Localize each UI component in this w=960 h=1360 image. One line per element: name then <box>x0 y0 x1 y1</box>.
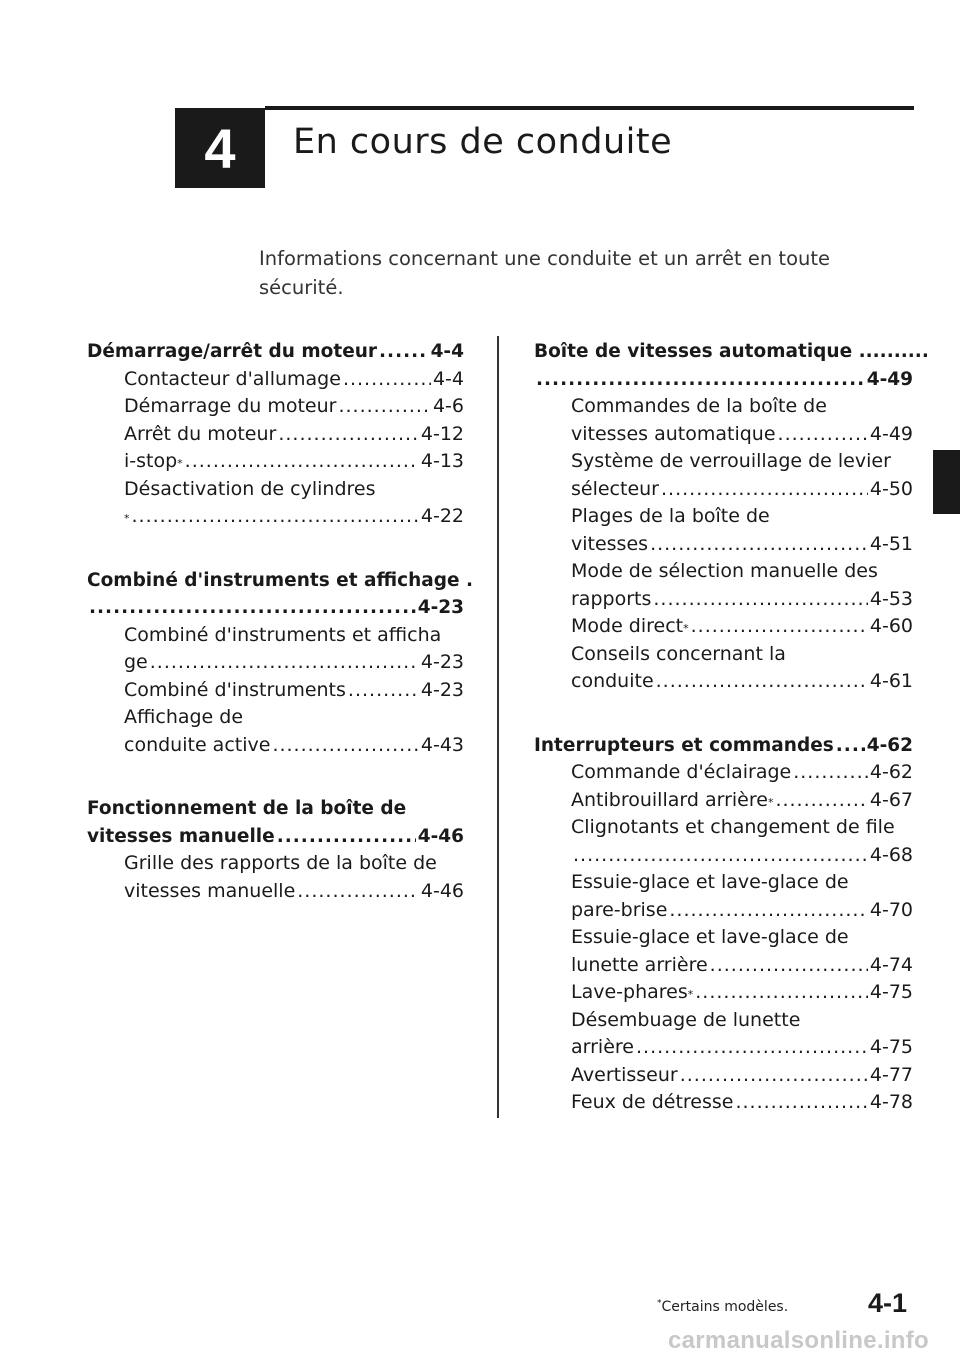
dot-leader <box>691 613 868 641</box>
section-heading-line <box>534 732 913 760</box>
toc-entry-line <box>87 850 464 878</box>
entry-title: Contacteur d'allumage <box>124 367 341 390</box>
entry-title: Arrêt du moteur <box>124 422 277 445</box>
section-title: Interrupteurs et commandes <box>534 734 834 756</box>
toc-entry-line <box>534 448 913 476</box>
dot-leader <box>656 668 868 696</box>
section-title: Démarrage/arrêt du moteur <box>87 341 378 362</box>
toc-entry-line <box>534 558 913 586</box>
toc-entry-line <box>534 641 913 669</box>
toc-entry-line <box>534 421 913 449</box>
page-ref: 4-22 <box>420 505 464 527</box>
column-divider <box>497 336 499 1118</box>
page-number: 4-1 <box>868 1288 908 1318</box>
section-heading-line <box>87 823 464 851</box>
entry-title: Mode direct <box>571 615 684 637</box>
dot-leader <box>735 1089 867 1117</box>
toc-section <box>87 567 473 760</box>
toc-entry-line <box>534 814 913 842</box>
toc-entry-line <box>534 1062 913 1090</box>
section-heading-line <box>87 795 464 823</box>
page-ref: 4-62 <box>866 734 913 756</box>
page-ref: 4-49 <box>866 368 913 390</box>
toc-entry-line <box>87 393 464 421</box>
page-ref: 4-61 <box>869 670 913 692</box>
dot-leader <box>695 979 868 1007</box>
dot-leader <box>185 448 419 476</box>
section-heading-line <box>87 594 464 622</box>
entry-title: ge <box>124 651 148 673</box>
entry-title: Désactivation de cylindres <box>124 477 376 500</box>
entry-title: Commande d'éclairage <box>571 761 792 783</box>
toc-entry-line <box>87 366 464 394</box>
entry-title: Mode de sélection manuelle des <box>571 560 878 582</box>
dot-leader <box>680 1062 868 1090</box>
chapter-number-box <box>175 108 265 188</box>
entry-title: Désembuage de lunette <box>571 1008 801 1031</box>
page-ref: 4-46 <box>417 825 464 847</box>
entry-title: conduite active <box>124 733 271 756</box>
page-ref: 4-67 <box>869 788 913 811</box>
title-rule <box>265 106 914 110</box>
page-ref: 4-75 <box>869 1036 913 1058</box>
page-ref: 4-6 <box>432 395 464 417</box>
page-ref: 4-78 <box>869 1091 913 1113</box>
dot-leader <box>348 677 419 705</box>
page-ref: 4-43 <box>420 733 464 756</box>
page-ref: 4-75 <box>869 981 913 1003</box>
toc-entry-line <box>534 897 913 925</box>
dot-leader <box>272 732 418 760</box>
entry-title: Conseils concernant la <box>571 642 786 665</box>
entry-title: Démarrage du moteur <box>124 395 337 417</box>
page-ref: 4-77 <box>869 1063 913 1086</box>
entry-title: arrière <box>571 1036 634 1058</box>
entry-title: Plages de la boîte de <box>571 505 770 527</box>
entry-title: i-stop <box>124 450 178 472</box>
page-ref: 4-4 <box>430 341 464 362</box>
toc-entry-line <box>534 503 913 531</box>
entry-title: Combiné d'instruments et afficha <box>124 623 442 646</box>
page-ref: 4-50 <box>869 477 913 500</box>
dot-leader <box>573 842 868 870</box>
toc-entry-line <box>534 759 913 787</box>
page-ref: 4-46 <box>420 879 464 902</box>
dot-leader <box>338 393 430 421</box>
entry-title: conduite <box>571 670 654 692</box>
toc-entry-line <box>87 732 464 760</box>
toc-entry-line <box>534 952 913 980</box>
dot-leader <box>778 421 868 449</box>
toc-entry-line <box>87 476 464 504</box>
page-ref: 4-49 <box>869 422 913 445</box>
dot-leader <box>793 759 868 787</box>
dot-leader <box>650 531 868 559</box>
toc-entry-line <box>87 421 464 449</box>
toc-right-column <box>534 338 929 1153</box>
dot-leader <box>132 503 419 531</box>
toc-section <box>87 338 464 531</box>
dot-leader <box>836 732 865 760</box>
page-ref: 4-60 <box>869 615 913 637</box>
entry-title: Grille des rapports de la boîte de <box>124 852 437 874</box>
entry-title: Combiné d'instruments <box>124 678 346 701</box>
section-title: Combiné d'instruments et affichage . <box>87 569 473 591</box>
dot-leader <box>150 649 419 677</box>
dot-leader <box>669 897 867 925</box>
entry-title: Clignotants et changement de file <box>571 816 895 838</box>
section-title: vitesses manuelle <box>87 825 275 847</box>
toc-entry-line <box>534 393 913 421</box>
dot-leader <box>379 338 429 366</box>
toc-entry-line <box>534 842 913 870</box>
entry-title: Lave-phares <box>571 981 688 1003</box>
chapter-intro: Informations concernant une conduite et un arrêt en toute sécurité. <box>259 247 831 299</box>
entry-title: vitesses manuelle <box>124 879 296 902</box>
toc-entry-line <box>534 1089 913 1117</box>
page-ref: 4-68 <box>869 843 913 866</box>
toc-entry-line <box>534 586 913 614</box>
dot-leader <box>536 366 865 394</box>
toc-entry-line <box>534 1034 913 1062</box>
chapter-title: En cours de conduite <box>293 122 673 162</box>
chapter-side-tab <box>933 450 960 514</box>
section-heading-line <box>534 366 913 394</box>
entry-title: Système de verrouillage de levier <box>571 450 891 472</box>
toc-entry-line <box>534 531 913 559</box>
section-title: Fonctionnement de la boîte de <box>87 798 407 819</box>
entry-title: vitesses <box>571 532 649 555</box>
page-ref: 4-23 <box>420 651 464 673</box>
section-heading-line <box>87 567 473 595</box>
section-title: Boîte de vitesses automatique .......... <box>534 341 929 362</box>
footer-asterisk: * <box>657 1298 662 1309</box>
page-ref: 4-4 <box>432 367 464 390</box>
entry-title: Avertisseur <box>571 1063 678 1086</box>
entry-title: Commandes de la boîte de <box>571 395 827 417</box>
toc-entry-line <box>534 869 913 897</box>
entry-title: Essuie-glace et lave-glace de <box>571 926 849 948</box>
dot-leader <box>297 878 419 906</box>
toc-entry-line <box>87 649 464 677</box>
entry-title: rapports <box>571 587 652 610</box>
page-ref: 4-51 <box>869 532 913 555</box>
entry-title: Antibrouillard arrière <box>571 788 768 811</box>
entry-title: sélecteur <box>571 477 659 500</box>
footer-note <box>657 1299 788 1315</box>
toc-section <box>87 795 464 905</box>
dot-leader <box>277 823 416 851</box>
dot-leader <box>278 421 419 449</box>
page-ref: 4-12 <box>420 422 464 445</box>
page-ref: 4-62 <box>869 761 913 783</box>
toc-entry-line <box>87 878 464 906</box>
toc-entry-line: Lave-phares * ..... 4-75 <box>534 979 913 1007</box>
entry-title: Affichage de <box>124 706 244 728</box>
entry-title: Feux de détresse <box>571 1091 734 1113</box>
toc-entry-line: Mode direct * ..... 4-60 <box>534 613 913 641</box>
entry-title: pare-brise <box>571 898 668 921</box>
page-ref: 4-74 <box>869 953 913 976</box>
page-ref: 4-13 <box>420 450 464 472</box>
dot-leader <box>661 476 868 504</box>
toc-section <box>534 732 913 1117</box>
toc-entry-line <box>87 704 464 732</box>
entry-title: vitesses automatique <box>571 422 776 445</box>
toc-left-column <box>87 338 473 941</box>
toc-entry-line <box>534 668 913 696</box>
footer-note-text: Certains modèles. <box>661 1299 789 1315</box>
watermark: carmanualsonline.info <box>668 1327 930 1354</box>
section-heading-line <box>534 338 929 366</box>
entry-title: lunette arrière <box>571 953 708 976</box>
entry-title: Essuie-glace et lave-glace de <box>571 871 849 893</box>
dot-leader <box>343 366 431 394</box>
dot-leader <box>653 586 868 614</box>
toc-entry-line <box>87 677 464 705</box>
toc-entry-line: * ..... 4-22 <box>87 503 464 531</box>
toc-entry-line: Antibrouillard arrière * ..... 4-67 <box>534 787 913 815</box>
page-ref: 4-70 <box>869 898 913 921</box>
toc-section <box>534 338 929 696</box>
page-ref: 4-23 <box>420 678 464 701</box>
dot-leader <box>710 952 868 980</box>
page-ref: 4-53 <box>869 587 913 610</box>
toc-entry-line <box>534 476 913 504</box>
toc-entry-line <box>534 924 913 952</box>
dot-leader <box>636 1034 868 1062</box>
dot-leader <box>775 787 867 815</box>
page-ref: 4-23 <box>417 597 464 618</box>
section-heading-line <box>87 338 464 366</box>
toc-entry-line: i-stop * ..... 4-13 <box>87 448 464 476</box>
dot-leader <box>89 594 416 622</box>
toc-entry-line <box>87 622 464 650</box>
chapter-number: 4 <box>204 116 236 180</box>
toc-entry-line <box>534 1007 913 1035</box>
